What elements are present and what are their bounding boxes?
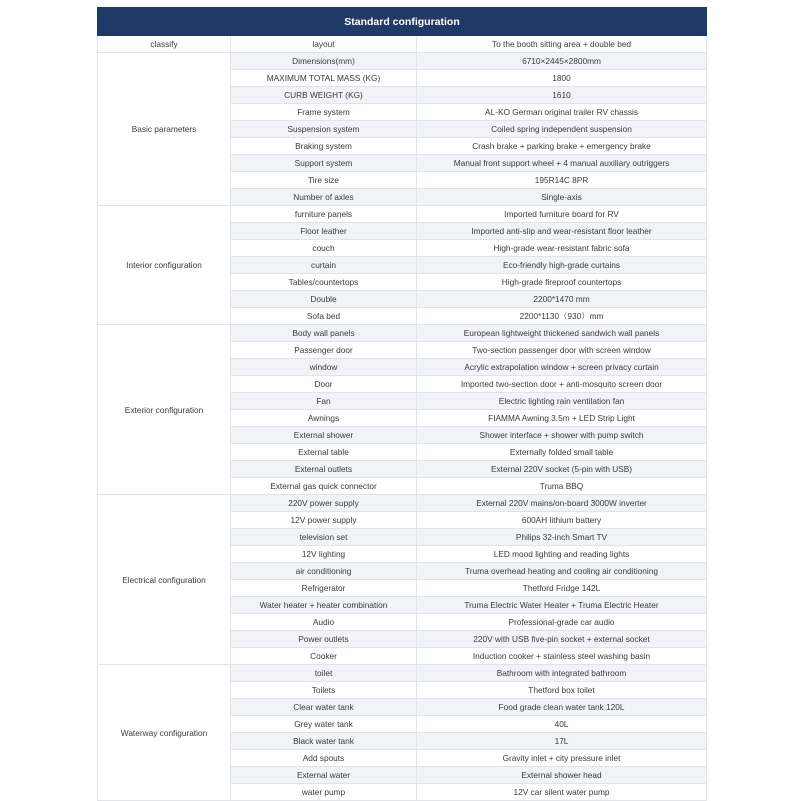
spec-item: Grey water tank <box>231 716 417 733</box>
spec-item: Water heater + heater combination <box>231 597 417 614</box>
spec-value: Crash brake + parking brake + emergency brake <box>417 138 707 155</box>
spec-value: Imported two-section door + anti-mosquito screen door <box>417 376 707 393</box>
spec-value: Bathroom with integrated bathroom <box>417 665 707 682</box>
spec-value: Coiled spring independent suspension <box>417 121 707 138</box>
spec-value: High-grade wear-resistant fabric sofa <box>417 240 707 257</box>
group-label: Exterior configuration <box>98 325 231 495</box>
group-label: Waterway configuration <box>98 665 231 801</box>
spec-item: Sofa bed <box>231 308 417 325</box>
spec-item: 12V lighting <box>231 546 417 563</box>
spec-item: Door <box>231 376 417 393</box>
spec-item: 220V power supply <box>231 495 417 512</box>
spec-value: Truma BBQ <box>417 478 707 495</box>
table-row <box>98 665 707 682</box>
spec-value: 17L <box>417 733 707 750</box>
spec-item: 12V power supply <box>231 512 417 529</box>
spec-item: curtain <box>231 257 417 274</box>
spec-value: Imported anti-slip and wear-resistant floor leather <box>417 223 707 240</box>
table-row <box>98 495 707 512</box>
spec-item: Passenger door <box>231 342 417 359</box>
spec-item: couch <box>231 240 417 257</box>
spec-item: Fan <box>231 393 417 410</box>
spec-value: Truma overhead heating and cooling air conditioning <box>417 563 707 580</box>
spec-value: 600AH lithium battery <box>417 512 707 529</box>
spec-value: European lightweight thickened sandwich wall panels <box>417 325 707 342</box>
spec-value: LED mood lighting and reading lights <box>417 546 707 563</box>
group-label: Basic parameters <box>98 53 231 206</box>
spec-value: Induction cooker + stainless steel washing basin <box>417 648 707 665</box>
spec-value: Single-axis <box>417 189 707 206</box>
spec-value: 1610 <box>417 87 707 104</box>
spec-value: Food grade clean water tank 120L <box>417 699 707 716</box>
spec-item: Black water tank <box>231 733 417 750</box>
spec-item: External water <box>231 767 417 784</box>
spec-value: Philips 32-inch Smart TV <box>417 529 707 546</box>
spec-value: 1800 <box>417 70 707 87</box>
header-classify: classify <box>98 36 231 53</box>
spec-item: Audio <box>231 614 417 631</box>
spec-value: Two-section passenger door with screen window <box>417 342 707 359</box>
spec-item: Number of axles <box>231 189 417 206</box>
spec-item: Frame system <box>231 104 417 121</box>
spec-item: furniture panels <box>231 206 417 223</box>
spec-value: High-grade fireproof countertops <box>417 274 707 291</box>
spec-item: Awnings <box>231 410 417 427</box>
spec-value: Electric lighting rain ventilation fan <box>417 393 707 410</box>
spec-value: Gravity inlet + city pressure inlet <box>417 750 707 767</box>
header-layout: layout <box>231 36 417 53</box>
spec-item: External shower <box>231 427 417 444</box>
spec-item: air conditioning <box>231 563 417 580</box>
spec-item: Tire size <box>231 172 417 189</box>
spec-value: Thetford box toilet <box>417 682 707 699</box>
spec-item: Support system <box>231 155 417 172</box>
spec-value: 12V car silent water pump <box>417 784 707 801</box>
spec-item: Tables/countertops <box>231 274 417 291</box>
group-label: Electrical configuration <box>98 495 231 665</box>
spec-item: Cooker <box>231 648 417 665</box>
spec-value: Shower interface + shower with pump switch <box>417 427 707 444</box>
spec-item: Double <box>231 291 417 308</box>
spec-value: Acrylic extrapolation window + screen privacy curtain <box>417 359 707 376</box>
spec-value: Externally folded small table <box>417 444 707 461</box>
header-layout-value: To the booth sitting area + double bed <box>417 36 707 53</box>
spec-value: 2200*1130（930）mm <box>417 308 707 325</box>
spec-item: window <box>231 359 417 376</box>
table-row <box>98 325 707 342</box>
spec-item: External table <box>231 444 417 461</box>
spec-item: television set <box>231 529 417 546</box>
spec-value: External 220V mains/on-board 3000W inverter <box>417 495 707 512</box>
spec-item: Dimensions(mm) <box>231 53 417 70</box>
spec-value: 6710×2445×2800mm <box>417 53 707 70</box>
spec-item: Add spouts <box>231 750 417 767</box>
spec-value: Imported furniture board for RV <box>417 206 707 223</box>
spec-value: 220V with USB five-pin socket + external socket <box>417 631 707 648</box>
spec-value: Thetford Fridge 142L <box>417 580 707 597</box>
spec-item: MAXIMUM TOTAL MASS (KG) <box>231 70 417 87</box>
spec-table <box>97 7 707 801</box>
spec-item: Body wall panels <box>231 325 417 342</box>
spec-value: Truma Electric Water Heater + Truma Electric Heater <box>417 597 707 614</box>
spec-value: FIAMMA Awning 3.5m + LED Strip Light <box>417 410 707 427</box>
spec-value: External shower head <box>417 767 707 784</box>
group-label: Interior configuration <box>98 206 231 325</box>
table-head <box>98 8 707 36</box>
spec-value: 2200*1470 mm <box>417 291 707 308</box>
spec-value: 40L <box>417 716 707 733</box>
spec-value: Professional-grade car audio <box>417 614 707 631</box>
spec-item: Braking system <box>231 138 417 155</box>
spec-item: External gas quick connector <box>231 478 417 495</box>
spec-item: Suspension system <box>231 121 417 138</box>
table-row <box>98 53 707 70</box>
spec-item: Toilets <box>231 682 417 699</box>
table-row <box>98 206 707 223</box>
spec-item: External outlets <box>231 461 417 478</box>
table-body <box>98 36 707 801</box>
spec-item: Refrigerator <box>231 580 417 597</box>
spec-item: Clear water tank <box>231 699 417 716</box>
table-title: Standard configuration <box>98 8 707 36</box>
title-row <box>98 8 707 36</box>
spec-value: Eco-friendly high-grade curtains <box>417 257 707 274</box>
spec-item: Floor leather <box>231 223 417 240</box>
spec-value: External 220V socket (5-pin with USB) <box>417 461 707 478</box>
spec-item: CURB WEIGHT (KG) <box>231 87 417 104</box>
spec-value: AL-KO German original trailer RV chassis <box>417 104 707 121</box>
spec-item: toilet <box>231 665 417 682</box>
spec-value: Manual front support wheel + 4 manual auxiliary outriggers <box>417 155 707 172</box>
spec-item: Power outlets <box>231 631 417 648</box>
spec-value: 195R14C 8PR <box>417 172 707 189</box>
header-row <box>98 36 707 53</box>
spec-item: water pump <box>231 784 417 801</box>
